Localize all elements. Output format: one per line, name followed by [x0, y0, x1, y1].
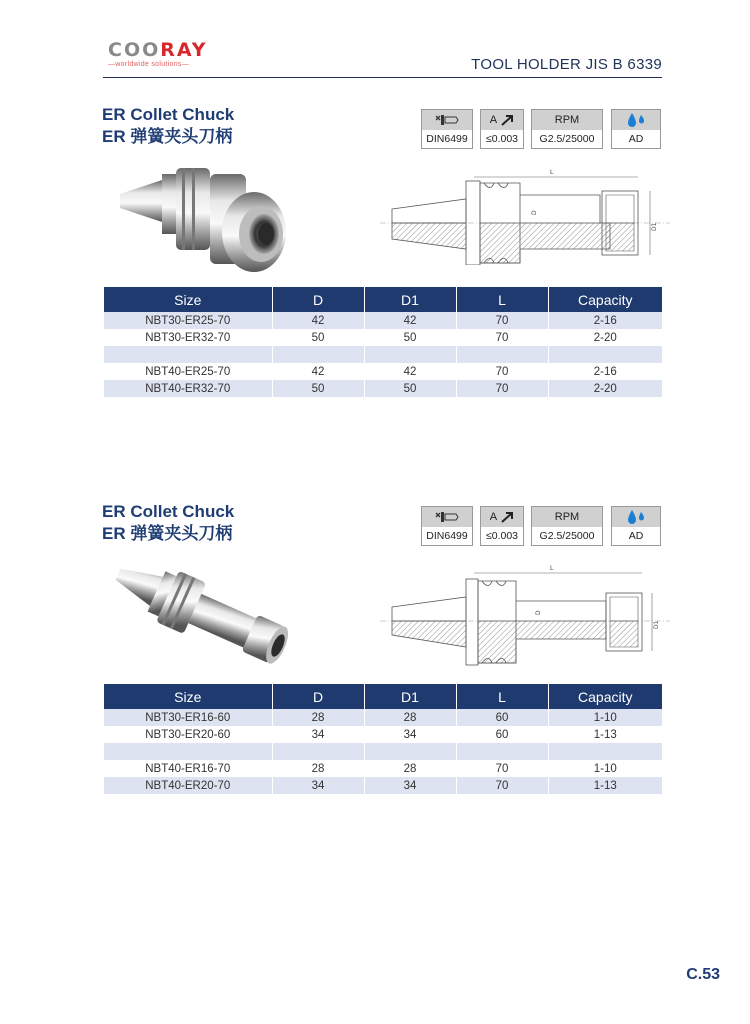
cell-size: NBT30-ER16-60	[104, 709, 272, 726]
cell-d: 42	[272, 363, 364, 380]
cell-capacity	[548, 743, 662, 760]
page-title: TOOL HOLDER JIS B 6339	[471, 56, 662, 73]
cell-l: 70	[456, 329, 548, 346]
spec-accuracy-value: ≤0.003	[485, 530, 519, 542]
cell-d1: 28	[364, 760, 456, 777]
cell-l: 60	[456, 709, 548, 726]
product-photo-1	[116, 160, 292, 278]
cell-l: 70	[456, 363, 548, 380]
cell-d1	[364, 346, 456, 363]
cell-d: 34	[272, 777, 364, 794]
cell-capacity: 1-10	[593, 762, 617, 775]
spec-accuracy	[480, 109, 524, 149]
cell-capacity: 2-20	[548, 380, 662, 397]
col-header-size: Size	[104, 684, 272, 709]
spec-balance-value: DIN6499	[426, 530, 468, 542]
dim-label-d: D	[535, 610, 542, 615]
cell-capacity: 1-10	[548, 709, 662, 726]
cell-d: 50	[272, 329, 364, 346]
cell-d1: 34	[364, 726, 456, 743]
logo-wordmark	[108, 40, 218, 60]
section-1-title-zh: ER 弹簧夹头刀柄	[102, 127, 233, 146]
header-divider	[103, 77, 662, 78]
spec-coolant-value: AD	[628, 133, 644, 145]
spec-accuracy-value: ≤0.003	[485, 133, 519, 145]
coolant-drop-icon	[612, 110, 660, 130]
spec-table-2	[104, 684, 662, 794]
table-row	[104, 726, 662, 743]
page-number: C.53	[686, 966, 720, 983]
balance-icon	[422, 507, 472, 527]
col-header-d1: D1	[364, 684, 456, 709]
cell-d	[272, 743, 364, 760]
spec-coolant	[611, 109, 661, 149]
balance-icon	[422, 110, 472, 130]
spec-rpm	[531, 109, 603, 149]
section-1-title-en: ER Collet Chuck	[102, 105, 235, 124]
col-header-l: L	[456, 684, 548, 709]
company-logo	[108, 40, 218, 74]
cell-d1: 50	[364, 329, 456, 346]
cell-d: 42	[272, 312, 364, 329]
col-header-size: Size	[104, 287, 272, 312]
col-header-d: D	[272, 684, 364, 709]
table-row	[104, 380, 662, 397]
cell-size: NBT40-ER16-70	[104, 760, 272, 777]
cell-d	[272, 346, 364, 363]
dim-label-l: L	[550, 565, 554, 572]
logo-part-gray: COO	[108, 39, 161, 61]
cell-capacity: 1-13	[593, 728, 617, 741]
cell-l: 70	[456, 777, 548, 794]
section-2-title-en: ER Collet Chuck	[102, 502, 235, 521]
arrow-icon	[500, 511, 514, 523]
table-row	[104, 363, 662, 380]
cell-l: 70	[456, 380, 548, 397]
cell-d: 34	[272, 726, 364, 743]
spec-coolant-value: AD	[628, 530, 644, 542]
cell-l: 70	[456, 760, 548, 777]
cell-size: NBT30-ER32-70	[104, 329, 272, 346]
dim-label-d: D	[531, 210, 538, 215]
spec-balance-value: DIN6499	[426, 133, 468, 145]
table-row	[104, 777, 662, 794]
logo-part-red: RAY	[160, 39, 208, 61]
table-header-row	[104, 287, 662, 312]
arrow-icon	[500, 114, 514, 126]
cell-capacity: 2-16	[593, 365, 617, 378]
cell-d: 28	[272, 760, 364, 777]
dim-label-d1: D1	[653, 620, 660, 629]
cell-capacity: 2-16	[548, 312, 662, 329]
spec-table-1	[104, 287, 662, 397]
cell-size: NBT30-ER20-60	[104, 726, 272, 743]
cell-l: 70	[456, 312, 548, 329]
col-header-capacity: Capacity	[548, 287, 662, 312]
spec-balance	[421, 109, 473, 149]
cell-size: NBT30-ER25-70	[104, 312, 272, 329]
cell-size: NBT40-ER25-70	[104, 363, 272, 380]
cell-size: NBT40-ER32-70	[104, 380, 272, 397]
cell-capacity	[548, 346, 662, 363]
cell-d1: 50	[364, 380, 456, 397]
spec-rpm	[531, 506, 603, 546]
cell-d: 28	[272, 709, 364, 726]
spec-balance	[421, 506, 473, 546]
cell-d1	[364, 743, 456, 760]
table-row	[104, 760, 662, 777]
cell-d: 50	[272, 380, 364, 397]
dim-label-d1: D1	[651, 222, 658, 231]
col-header-d: D	[272, 287, 364, 312]
spec-accuracy-label: A	[489, 511, 498, 523]
dim-label-l: L	[550, 169, 554, 176]
section-2-title	[102, 501, 234, 545]
cell-capacity: 2-20	[593, 331, 617, 344]
cell-capacity: 1-13	[548, 777, 662, 794]
section-1-title	[102, 104, 234, 148]
col-header-capacity: Capacity	[548, 684, 662, 709]
table-row	[104, 312, 662, 329]
cell-l: 60	[456, 726, 548, 743]
cell-size: NBT40-ER20-70	[104, 777, 272, 794]
logo-tagline: —worldwide solutions—	[108, 61, 189, 68]
table-row	[104, 709, 662, 726]
cell-size	[104, 743, 272, 760]
table-row-spacer	[104, 346, 662, 363]
cell-l	[456, 743, 548, 760]
cell-d1: 28	[364, 709, 456, 726]
spec-rpm-label: RPM	[532, 110, 602, 130]
spec-accuracy	[480, 506, 524, 546]
cell-d1: 42	[364, 312, 456, 329]
product-photo-2	[104, 560, 290, 672]
table-row	[104, 329, 662, 346]
col-header-d1: D1	[364, 287, 456, 312]
cell-d1: 42	[364, 363, 456, 380]
section-2-title-zh: ER 弹簧夹头刀柄	[102, 524, 233, 543]
cell-l	[456, 346, 548, 363]
cell-size	[104, 346, 272, 363]
spec-rpm-value: G2.5/25000	[539, 133, 595, 145]
table-row-spacer	[104, 743, 662, 760]
technical-drawing-2	[380, 563, 670, 667]
spec-rpm-value: G2.5/25000	[539, 530, 595, 542]
technical-drawing-1	[380, 165, 670, 265]
spec-rpm-label: RPM	[532, 507, 602, 527]
table-header-row	[104, 684, 662, 709]
cell-d1: 34	[364, 777, 456, 794]
spec-coolant	[611, 506, 661, 546]
col-header-l: L	[456, 287, 548, 312]
spec-accuracy-label: A	[489, 114, 498, 126]
coolant-drop-icon	[612, 507, 660, 527]
